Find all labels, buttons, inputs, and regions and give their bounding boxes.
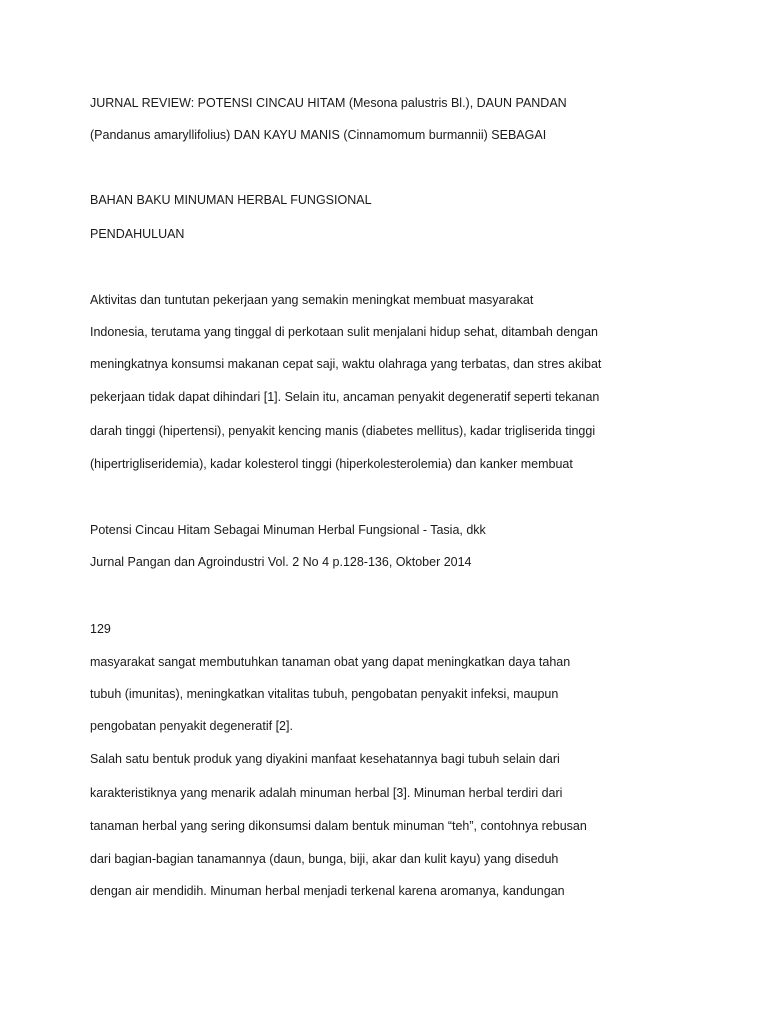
paragraph3-line-2: karakteristiknya yang menarik adalah minuman herbal [3]. Minuman herbal terdiri dari bbox=[90, 786, 563, 800]
page-number: 129 bbox=[90, 622, 111, 636]
section-heading: PENDAHULUAN bbox=[90, 227, 185, 241]
paragraph1-line-6: (hipertrigliseridemia), kadar kolesterol tinggi (hiperkolesterolemia) dan kanker membuat bbox=[90, 457, 573, 471]
paragraph1-line-2: Indonesia, terutama yang tinggal di perkotaan sulit menjalani hidup sehat, ditambah dengan bbox=[90, 325, 598, 339]
paragraph3-line-4: dari bagian-bagian tanamannya (daun, bunga, biji, akar dan kulit kayu) yang diseduh bbox=[90, 852, 559, 866]
running-header-line-2: Jurnal Pangan dan Agroindustri Vol. 2 No 4 p.128-136, Oktober 2014 bbox=[90, 555, 472, 569]
paragraph3-line-1: Salah satu bentuk produk yang diyakini manfaat kesehatannya bagi tubuh selain dari bbox=[90, 752, 560, 766]
paragraph1-line-1: Aktivitas dan tuntutan pekerjaan yang semakin meningkat membuat masyarakat bbox=[90, 293, 534, 307]
paragraph2-line-1: masyarakat sangat membutuhkan tanaman obat yang dapat meningkatkan daya tahan bbox=[90, 655, 571, 669]
title-line-1: JURNAL REVIEW: POTENSI CINCAU HITAM (Mesona palustris Bl.), DAUN PANDAN bbox=[90, 96, 567, 110]
paragraph3-line-3: tanaman herbal yang sering dikonsumsi dalam bentuk minuman “teh”, contohnya rebusan bbox=[90, 819, 587, 833]
paragraph1-line-5: darah tinggi (hipertensi), penyakit kencing manis (diabetes mellitus), kadar trigliserida tinggi bbox=[90, 424, 596, 438]
paragraph2-line-3: pengobatan penyakit degeneratif [2]. bbox=[90, 719, 293, 733]
paragraph2-line-2: tubuh (imunitas), meningkatkan vitalitas tubuh, pengobatan penyakit infeksi, maupun bbox=[90, 687, 559, 701]
title-line-2: (Pandanus amaryllifolius) DAN KAYU MANIS (Cinnamomum burmannii) SEBAGAI bbox=[90, 128, 547, 142]
running-header-line-1: Potensi Cincau Hitam Sebagai Minuman Herbal Fungsional - Tasia, dkk bbox=[90, 523, 486, 537]
paragraph3-line-5: dengan air mendidih. Minuman herbal menjadi terkenal karena aromanya, kandungan bbox=[90, 884, 565, 898]
paragraph1-line-3: meningkatnya konsumsi makanan cepat saji, waktu olahraga yang terbatas, dan stres akibat bbox=[90, 357, 602, 371]
paragraph1-line-4: pekerjaan tidak dapat dihindari [1]. Selain itu, ancaman penyakit degeneratif seperti tekanan bbox=[90, 390, 600, 404]
title-line-3: BAHAN BAKU MINUMAN HERBAL FUNGSIONAL bbox=[90, 193, 372, 207]
